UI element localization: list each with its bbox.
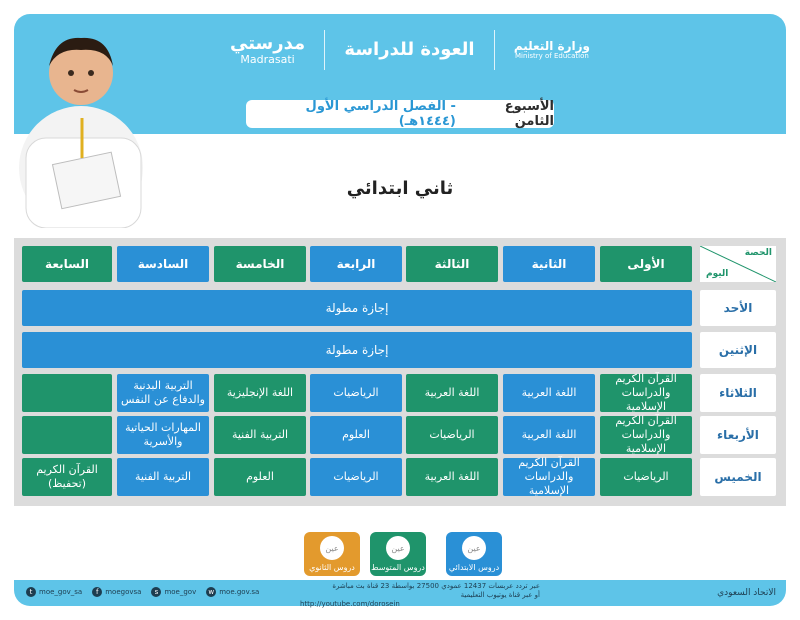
- social-facebook-handle: moegovsa: [105, 588, 142, 596]
- thu-period-2: القرآن الكريم والدراسات الإسلامية: [503, 458, 595, 496]
- ain-logo-icon: عين: [320, 536, 344, 560]
- period-header-3: الثالثة: [406, 246, 498, 282]
- back-to-school-text: العودة للدراسة: [344, 39, 475, 61]
- badge-elementary[interactable]: [446, 532, 502, 576]
- week-banner: [246, 100, 554, 128]
- footer-url[interactable]: http://youtube.com/dorosein: [300, 599, 400, 608]
- badge-intermediate-label: دروس المتوسط: [371, 563, 425, 572]
- ministry-logo-ar: وزارة التعليم: [513, 38, 590, 53]
- term-label: - الفصل الدراسي الأول (١٤٤٤هـ): [305, 99, 456, 129]
- period-header-5: الخامسة: [214, 246, 306, 282]
- social-website[interactable]: [206, 587, 259, 597]
- badge-intermediate[interactable]: [370, 532, 426, 576]
- footer-brand-logo: الاتحاد السعودي: [717, 588, 776, 598]
- logo-divider: [494, 30, 495, 70]
- logo-divider: [324, 30, 325, 70]
- social-twitter-handle: moe_gov_sa: [39, 588, 83, 596]
- madrasati-logo: [230, 34, 305, 66]
- day-monday: الإثنين: [700, 332, 776, 368]
- back-to-school-logo: [344, 40, 474, 60]
- badge-elementary-label: دروس الابتدائي: [448, 563, 500, 572]
- thu-period-5: العلوم: [214, 458, 306, 496]
- wed-period-5: التربية الفنية: [214, 416, 306, 454]
- footer-bar: [14, 580, 786, 606]
- thu-period-3: اللغة العربية: [406, 458, 498, 496]
- tue-period-6: التربية البدنية والدفاع عن النفس: [117, 374, 209, 412]
- day-wednesday: الأربعاء: [700, 416, 776, 454]
- madrasati-logo-ar: مدرستي: [230, 33, 306, 55]
- tue-period-7: [22, 374, 112, 412]
- thu-period-1: الرياضيات: [600, 458, 692, 496]
- period-header-4: الرابعة: [310, 246, 402, 282]
- wed-period-6: المهارات الحياتية والأسرية: [117, 416, 209, 454]
- social-links: [26, 587, 259, 597]
- tue-period-1: القرآن الكريم والدراسات الإسلامية: [600, 374, 692, 412]
- header-logos: [230, 20, 590, 80]
- channel-badges: [300, 532, 500, 578]
- footer-line-1: عبر تردد عربسات 12437 عمودي 27500 بواسطة 23 قناة بث مباشرة: [332, 582, 540, 590]
- madrasati-logo-en: Madrasati: [240, 52, 295, 66]
- badge-secondary[interactable]: [304, 532, 360, 576]
- ain-logo-icon: عين: [462, 536, 486, 560]
- snapchat-icon: s: [151, 587, 161, 597]
- holiday-sunday: إجازة مطولة: [22, 290, 692, 326]
- corner-period-label: الحصة: [744, 248, 772, 258]
- wed-period-7: [22, 416, 112, 454]
- corner-day-label: اليوم: [706, 269, 729, 279]
- tue-period-3: اللغة العربية: [406, 374, 498, 412]
- wed-period-1: القرآن الكريم والدراسات الإسلامية: [600, 416, 692, 454]
- twitter-icon: t: [26, 587, 36, 597]
- wed-period-4: العلوم: [310, 416, 402, 454]
- period-header-6: السادسة: [117, 246, 209, 282]
- thu-period-7: القرآن الكريم (تحفيظ): [22, 458, 112, 496]
- wed-period-2: اللغة العربية: [503, 416, 595, 454]
- footer-broadcast-info: [300, 582, 540, 608]
- period-header-7: السابعة: [22, 246, 112, 282]
- social-facebook[interactable]: [92, 587, 141, 597]
- holiday-monday: إجازة مطولة: [22, 332, 692, 368]
- ministry-logo: [514, 40, 590, 61]
- thu-period-6: التربية الفنية: [117, 458, 209, 496]
- badge-secondary-label: دروس الثانوي: [309, 563, 355, 572]
- ain-logo-icon: عين: [386, 536, 410, 560]
- ministry-logo-en: Ministry of Education: [515, 51, 589, 60]
- period-header-1: الأولى: [600, 246, 692, 282]
- social-website-handle: moe.gov.sa: [219, 588, 260, 596]
- period-header-2: الثانية: [503, 246, 595, 282]
- social-twitter[interactable]: [26, 587, 82, 597]
- thu-period-4: الرياضيات: [310, 458, 402, 496]
- tue-period-2: اللغة العربية: [503, 374, 595, 412]
- wed-period-3: الرياضيات: [406, 416, 498, 454]
- boy-illustration: [16, 18, 146, 228]
- social-snapchat-handle: moe_gov: [164, 588, 197, 596]
- web-icon: w: [206, 587, 216, 597]
- day-thursday: الخميس: [700, 458, 776, 496]
- day-tuesday: الثلاثاء: [700, 374, 776, 412]
- footer-line-2: أو عبر قناة يوتيوب التعليمية: [460, 590, 540, 599]
- grade-title: ثاني ابتدائي: [346, 178, 454, 199]
- social-snapchat[interactable]: [151, 587, 196, 597]
- day-sunday: الأحد: [700, 290, 776, 326]
- week-label: الأسبوع الثامن: [504, 99, 554, 129]
- table-corner: [700, 246, 776, 282]
- tue-period-5: اللغة الإنجليزية: [214, 374, 306, 412]
- facebook-icon: f: [92, 587, 102, 597]
- tue-period-4: الرياضيات: [310, 374, 402, 412]
